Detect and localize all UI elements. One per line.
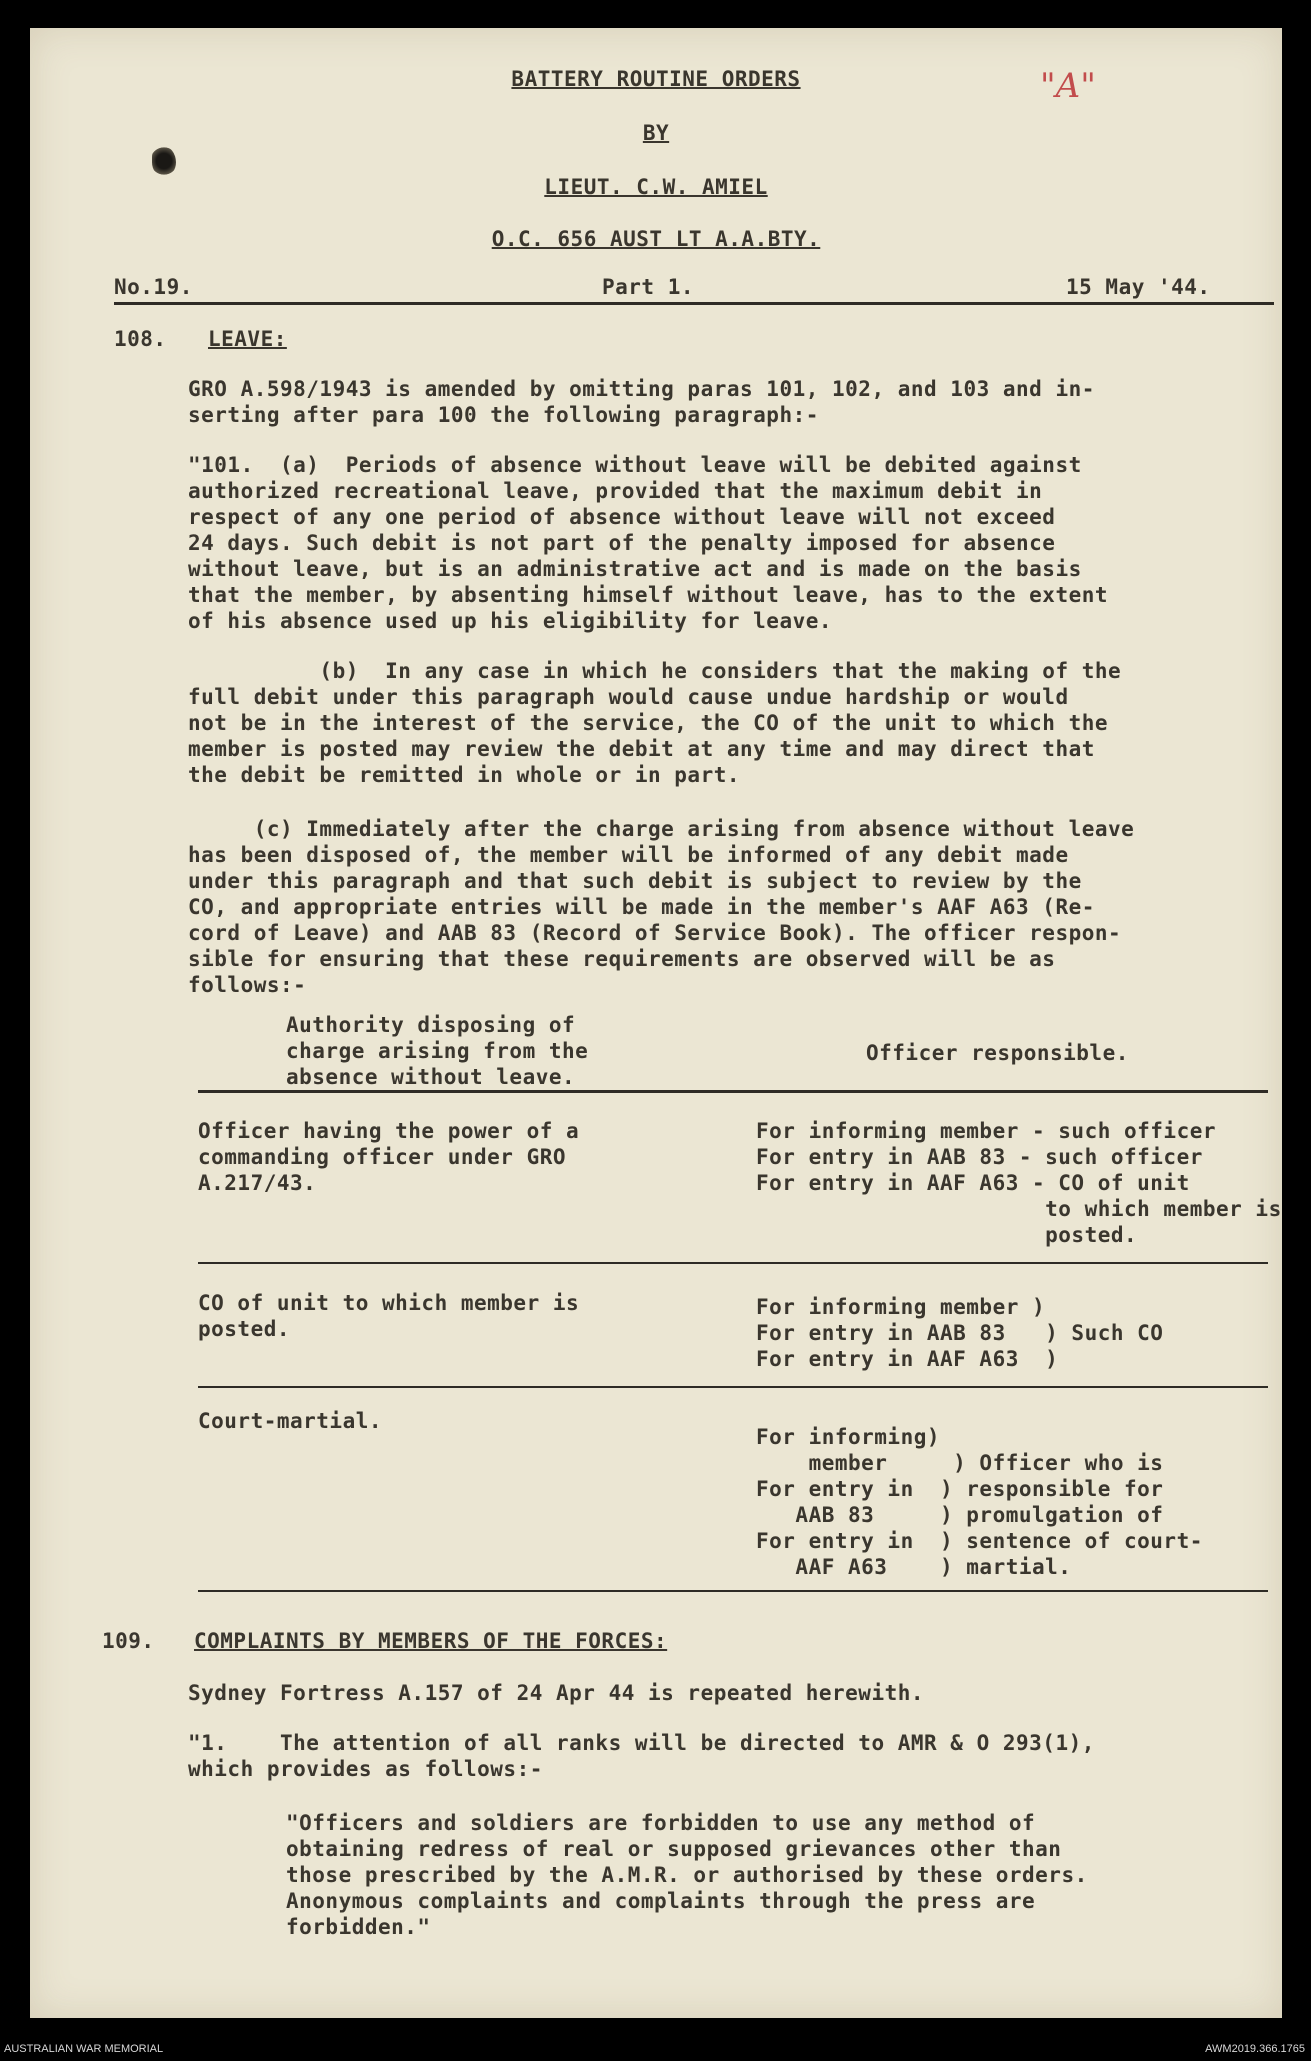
table-row-1-responsible: For informing member - such officer For entry in AAB 83 - such officer For entry in AAF A63 - CO of unit to which member is posted. bbox=[756, 1119, 1282, 1247]
table-row-2-responsible: For informing member ) For entry in AAB 83 ) Such CO For entry in AAF A63 ) bbox=[756, 1295, 1164, 1371]
table-row-1-authority: Officer having the power of a commanding officer under GRO A.217/43. bbox=[198, 1119, 580, 1195]
section-108-para-a: "101. (a) Periods of absence without leave will be debited against authorized recreational leave, provided that the maximum debit in respect of any one period of absence without leave will not exceed 24 days. Such debit is not part of the penalty imposed for absence without leave, but is an administrative act and is made on the basis that the member, by absenting himself without leave, has to the extent of his absence used up his eligibility for leave. bbox=[188, 453, 1109, 633]
table-row-3-authority: Court-martial. bbox=[198, 1409, 383, 1433]
section-109-quote: "Officers and soldiers are forbidden to use any method of obtaining redress of real or supposed grievances other than those prescribed by the A.M.R. or authorised by these orders. Anonymous complaints and complaints through the press are forbidden." bbox=[286, 1811, 1088, 1939]
section-108-number: 108. bbox=[114, 327, 167, 351]
section-108-para-b: (b) In any case in which he considers that the making of the full debit under this paragraph would cause undue hardship or would not be in the interest of the service, the CO of the unit to which the member is posted may review the debit at any time and may direct that the debit be remitted in whole or in part. bbox=[188, 659, 1122, 787]
table-rule bbox=[198, 1262, 1268, 1264]
section-109-heading: COMPLAINTS BY MEMBERS OF THE FORCES: bbox=[194, 1629, 668, 1653]
order-part: Part 1. bbox=[602, 275, 695, 299]
doc-officer: LIEUT. C.W. AMIEL bbox=[544, 175, 768, 199]
section-108-para-c: (c) Immediately after the charge arising from absence without leave has been disposed of, the member will be informed of any debit made under this paragraph and that such debit is subject to review by the CO, and appropriate entries will be made in the member's AAF A63 (Re- cord of Leave) and AAB 83 (Record of Service Book). The officer respon- sible for ensuring that these requirements are observed will be as follows:- bbox=[188, 817, 1135, 997]
section-108-heading: LEAVE: bbox=[208, 327, 287, 351]
table-rule bbox=[198, 1090, 1268, 1093]
table-rule bbox=[198, 1590, 1268, 1592]
table-rule bbox=[198, 1386, 1268, 1388]
header-rule bbox=[114, 302, 1274, 305]
ink-stain bbox=[152, 146, 176, 176]
order-date: 15 May '44. bbox=[1066, 275, 1211, 299]
doc-title: BATTERY ROUTINE ORDERS bbox=[511, 67, 801, 91]
section-108-intro: GRO A.598/1943 is amended by omitting paras 101, 102, and 103 and in- serting after para 100 the following paragraph:- bbox=[188, 377, 1095, 427]
document-page bbox=[30, 28, 1282, 2018]
stamp-mark: "A" bbox=[1040, 66, 1096, 106]
section-109-intro: Sydney Fortress A.157 of 24 Apr 44 is repeated herewith. bbox=[188, 1681, 925, 1705]
table-header-authority: Authority disposing of charge arising from the absence without leave. bbox=[286, 1013, 589, 1089]
doc-by: BY bbox=[642, 121, 670, 145]
table-header-responsible: Officer responsible. bbox=[866, 1041, 1129, 1065]
doc-unit: O.C. 656 AUST LT A.A.BTY. bbox=[491, 227, 821, 251]
footer-catalog-id: AWM2019.366.1765 bbox=[1205, 2043, 1305, 2055]
table-row-3-responsible: For informing) member ) Officer who is For entry in ) responsible for AAB 83 ) promulgation of For entry in ) sentence of court- AAF A63 ) martial. bbox=[756, 1425, 1203, 1579]
table-row-2-authority: CO of unit to which member is posted. bbox=[198, 1291, 580, 1341]
section-109-number: 109. bbox=[102, 1629, 155, 1653]
order-number: No.19. bbox=[114, 275, 193, 299]
section-109-para-1: "1. The attention of all ranks will be directed to AMR & O 293(1), which provides as follows:- bbox=[188, 1731, 1095, 1781]
footer-credit: AUSTRALIAN WAR MEMORIAL bbox=[4, 2043, 164, 2055]
